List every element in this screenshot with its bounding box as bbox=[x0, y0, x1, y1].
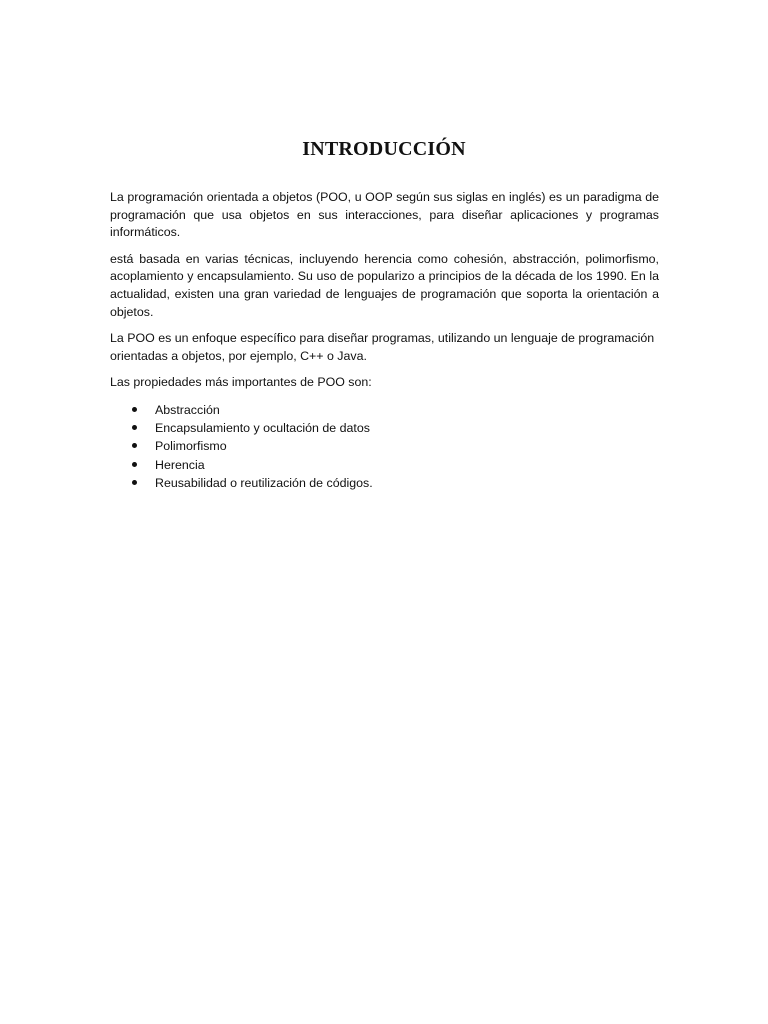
list-item-label: Polimorfismo bbox=[155, 439, 227, 454]
list-item-label: Reusabilidad o reutilización de códigos. bbox=[155, 475, 373, 490]
paragraph-properties-intro: Las propiedades más importantes de POO son: bbox=[110, 375, 372, 390]
bullet-icon bbox=[132, 480, 137, 485]
bullet-icon bbox=[132, 407, 137, 412]
list-item-label: Herencia bbox=[155, 457, 205, 472]
paragraph-techniques: está basada en varias técnicas, incluyendo herencia como cohesión, abstracción, polimorfismo, acoplamiento y encapsulamiento. Su uso de popularizo a principios de la década de los 1990. En la actualidad, existen una gran variedad de lenguajes de programación que soporta la orientación a objetos. bbox=[110, 251, 659, 319]
document-body bbox=[110, 189, 659, 492]
paragraph-approach: La POO es un enfoque específico para diseñar programas, utilizando un lenguaje de programación orientadas a objetos, por ejemplo, C++ o Java. bbox=[110, 331, 655, 363]
list-item-label: Encapsulamiento y ocultación de datos bbox=[155, 421, 370, 436]
list-item bbox=[110, 401, 659, 419]
paragraph-poo-definition: La programación orientada a objetos (POO, u OOP según sus siglas en inglés) es un paradigma de programación que usa objetos en sus interacciones, para diseñar aplicaciones y programas informáticos. bbox=[110, 190, 659, 240]
properties-list bbox=[110, 401, 659, 492]
page-title: INTRODUCCIÓN bbox=[302, 138, 466, 160]
bullet-icon bbox=[132, 425, 137, 430]
list-item bbox=[110, 437, 659, 455]
list-item-label: Abstracción bbox=[155, 402, 220, 417]
list-item bbox=[110, 419, 659, 437]
list-item bbox=[110, 474, 659, 492]
list-item bbox=[110, 456, 659, 474]
bullet-icon bbox=[132, 443, 137, 448]
bullet-icon bbox=[132, 462, 137, 467]
